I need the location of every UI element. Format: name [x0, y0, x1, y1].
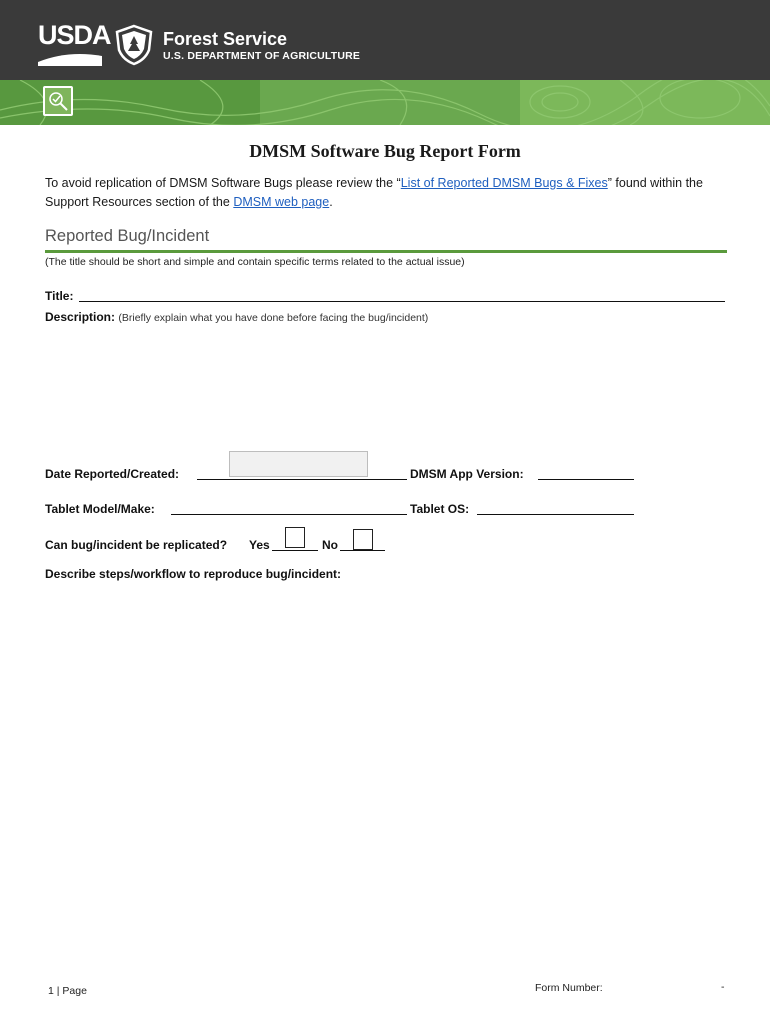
description-label: [45, 310, 428, 324]
bugs-fixes-link[interactable]: List of Reported DMSM Bugs & Fixes: [400, 176, 608, 190]
replicate-label: Can bug/incident be replicated?: [45, 538, 228, 552]
intro-text-2: ” found within the Support Resources section of the: [45, 176, 703, 209]
intro-text-3: .: [329, 195, 333, 209]
page-number: 1 | Page: [48, 985, 87, 997]
form-number-label: Form Number:: [535, 982, 603, 994]
app-version-label: DMSM App Version:: [410, 467, 524, 481]
tablet-os-label: Tablet OS:: [410, 502, 470, 516]
date-underline: [197, 479, 407, 480]
form-number-value: -: [721, 981, 725, 993]
topo-banner: [0, 80, 770, 125]
steps-input[interactable]: [45, 586, 725, 966]
agency-header: [0, 0, 770, 80]
description-label-text: Description:: [45, 310, 116, 324]
no-checkbox[interactable]: [353, 529, 373, 550]
forest-service-shield-icon: [113, 24, 155, 66]
yes-checkbox[interactable]: [285, 527, 305, 548]
steps-label: Describe steps/workflow to reproduce bug/incident:: [45, 567, 342, 581]
tablet-model-label: Tablet Model/Make:: [45, 502, 155, 516]
yes-underline: [272, 550, 318, 551]
description-input[interactable]: [45, 330, 725, 442]
form-title: DMSM Software Bug Report Form: [249, 141, 521, 161]
intro-paragraph: [45, 174, 735, 212]
topographic-pattern: [0, 80, 770, 125]
date-input[interactable]: [229, 451, 368, 477]
app-version-input[interactable]: [538, 479, 634, 480]
title-input[interactable]: [79, 301, 725, 302]
dmsm-app-icon: [43, 86, 73, 116]
tablet-model-input[interactable]: [171, 514, 407, 515]
dmsm-web-page-link[interactable]: DMSM web page: [233, 195, 330, 209]
section-heading: Reported Bug/Incident: [45, 227, 210, 245]
tablet-os-input[interactable]: [477, 514, 634, 515]
title-label: Title:: [45, 289, 74, 303]
no-label: No: [322, 538, 338, 552]
department-name: U.S. DEPARTMENT OF AGRICULTURE: [163, 50, 361, 62]
yes-label: Yes: [249, 538, 270, 552]
agency-name: Forest Service: [163, 29, 288, 49]
no-underline: [340, 550, 385, 551]
section-note: (The title should be short and simple and contain specific terms related to the actual issue): [45, 256, 465, 268]
description-hint: (Briefly explain what you have done before facing the bug/incident): [118, 312, 429, 324]
usda-logo: [38, 20, 111, 66]
usda-logo-text: USDA: [38, 20, 111, 50]
date-label: Date Reported/Created:: [45, 467, 180, 481]
section-divider: [45, 250, 727, 253]
intro-text-1: To avoid replication of DMSM Software Bugs please review the “: [45, 176, 401, 190]
tree-check-icon: [45, 88, 71, 114]
usda-swoosh-icon: [38, 52, 102, 66]
